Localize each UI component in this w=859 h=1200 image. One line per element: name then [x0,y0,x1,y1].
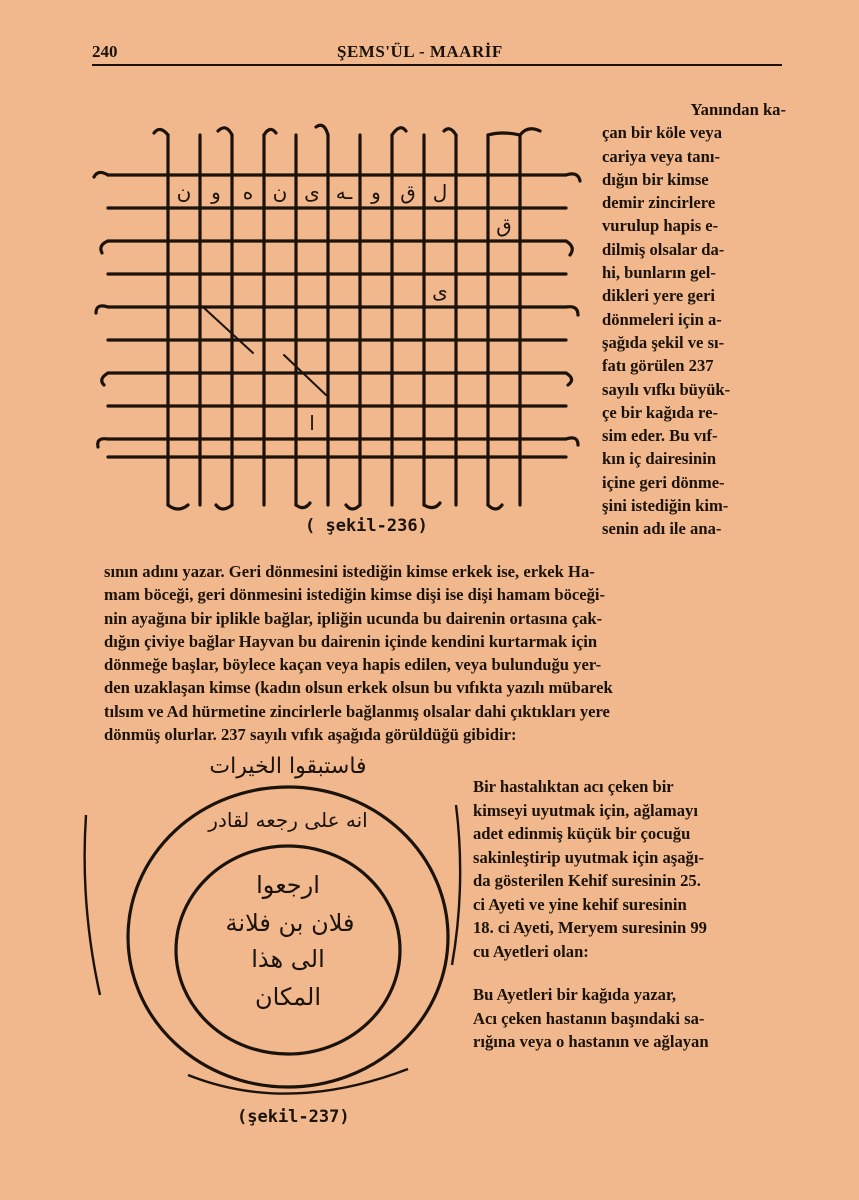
figure-236-caption: ( şekil-236) [305,516,428,536]
text-line: dilmiş olsalar da- [602,239,725,259]
grid-letter: ا [309,411,315,435]
text-line: vurulup hapis e- [602,216,719,236]
text-line: şini istediğin kim- [602,496,729,516]
text-line: Bu Ayetleri bir kağıda yazar, [473,985,676,1004]
grid-letter: ه [242,180,254,204]
text-line: kimseyi uyutmak için, ağlamayı [473,800,698,820]
text-line: dikleri yere geri [602,286,716,306]
figure-236-grid-talisman [88,95,608,545]
text-line: sim eder. Bu vıf- [602,426,718,446]
grid-letter: ـه [335,180,353,204]
narrow-column-text [602,98,786,541]
text-line: fatı görülen 237 [602,356,714,376]
text-line: senin adı ile ana- [602,519,722,539]
text-line: cariya veya tanı- [602,146,720,166]
text-line: çan bir köle veya [602,123,722,143]
inner-text-line: ارجعوا [256,871,320,899]
text-line: da gösterilen Kehif suresinin 25. [473,871,701,890]
text-line: dığın bir kimse [602,169,709,189]
grid-letter: ن [176,180,192,204]
figure-237-caption: (şekil-237) [237,1107,350,1127]
text-line: demir zincirlere [602,193,716,213]
inner-text-line: الى هذا [251,945,325,973]
grid-letter: ى [304,180,320,204]
text-line: şağıda şekil ve sı- [602,332,725,352]
text-line: Bir hastalıktan acı çeken bir [473,777,674,796]
grid-letter: ن [272,180,288,204]
page-header [92,42,782,68]
text-line: cu Ayetleri olan: [473,941,589,961]
text-line: sakinleştirip uyutmak için aşağı- [473,847,704,867]
text-line: Yanından ka- [690,100,786,119]
header-rule [92,64,782,66]
text-line: kın iç dairesinin [602,449,717,469]
text-line: adet edinmiş küçük bir çocuğu [473,824,691,843]
full-width-paragraph [104,560,794,746]
text-line: den uzaklaşan kimse (kadın olsun erkek olsun bu vıfıkta yazılı mübarek [104,678,613,698]
inner-text-line: فلان بن فلانة [225,909,355,937]
text-line: hi, bunların gel- [602,263,716,283]
figure-237-top-text: فاستبقوا الخيرات [209,754,367,779]
text-line: Acı çeken hastanın başındaki sa- [473,1008,705,1028]
right-column-text [473,775,798,1054]
grid-letter: ق [496,213,512,237]
figure-237-ring-text: انه على رجعه لقادر [208,808,368,832]
text-line: dönmeleri için a- [602,309,722,329]
grid-letter: و [211,180,221,204]
grid-letter: ق [400,180,416,204]
text-line: dığın çiviye bağlar Hayvan bu dairenin içinde kendini kurtarmak için [104,631,598,651]
grid-letter: ل [432,180,448,204]
text-line: tılsım ve Ad hürmetine zincirlerle bağlanmış olsalar dahi çıktıkları yere [104,701,610,721]
text-line: içine geri dönme- [602,472,725,492]
grid-letter: ى [432,279,448,303]
grid-letter: و [371,180,381,204]
text-line: dönmüş olurlar. 237 sayılı vıfık aşağıda görüldüğü gibidir: [104,725,517,745]
paragraph-gap [473,963,798,983]
text-line: nin ayağına bir iplikle bağlar, ipliğin ucunda bu dairenin ortasına çak- [104,608,603,628]
text-line: dönmeğe başlar, böylece kaçan veya hapis edilen, veya bulunduğu yer- [104,655,602,675]
text-line: 18. ci Ayeti, Meryem suresinin 99 [473,918,707,937]
page-number: 240 [92,42,118,61]
text-line: sayılı vıfkı büyük- [602,379,731,399]
text-line: sının adını yazar. Geri dönmesini istediğin kimse erkek ise, erkek Ha- [104,562,595,581]
text-line: ci Ayeti ve yine kehif suresinin [473,894,687,914]
text-line: rığına veya o hastanın ve ağlayan [473,1032,709,1051]
inner-text-line: المكان [254,983,322,1011]
figure-237-circle-talisman [58,745,478,1135]
running-title: ŞEMS'ÜL - MAARİF [337,42,503,61]
text-line: mam böceği, geri dönmesini istediğin kimse dişi ise dişi hamam böceği- [104,585,606,605]
text-line: çe bir kağıda re- [602,402,718,422]
